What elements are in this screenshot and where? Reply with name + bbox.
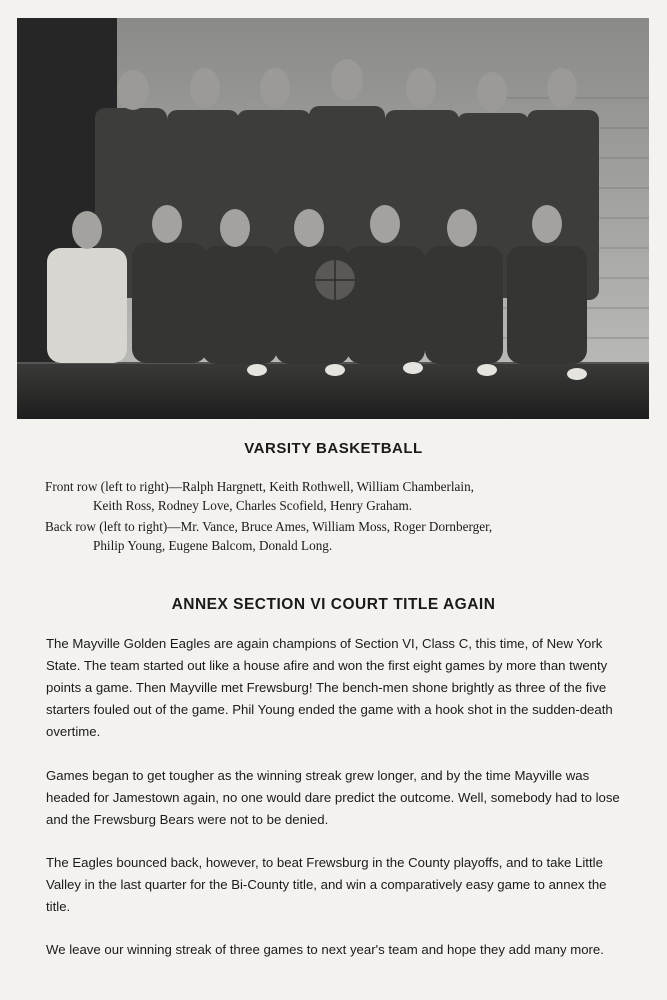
caption-front-line-2: Keith Ross, Rodney Love, Charles Scofield, Henry Graham. [93, 498, 412, 513]
article-paragraph-1: The Mayville Golden Eagles are again champions of Section VI, Class C, this time, of New York State. The team started out like a house afire and won the first eight games by more than twenty points a game. Then Mayville met Frewsburg! The bench-men shone brightly as three of the five starters fouled out of the game. Phil Young ended the game with a hook shot in the sudden-death overtime. [46, 636, 613, 739]
article-paragraph-2: Games began to get tougher as the winning streak grew longer, and by the time Mayville was headed for Jamestown again, no one would dare predict the outcome. Well, somebody had to lose and the Frewsburg Bears were not to be denied. [46, 768, 620, 827]
caption-back-line-1: Back row (left to right)—Mr. Vance, Bruce Ames, William Moss, Roger Dornberger, [45, 519, 493, 534]
team-heading: VARSITY BASKETBALL [244, 440, 423, 457]
caption-front-row [45, 477, 623, 515]
caption-back-row [45, 517, 623, 555]
caption-back-line-2: Philip Young, Eugene Balcom, Donald Long. [93, 538, 333, 553]
team-photo [17, 18, 649, 419]
article-paragraph-4: We leave our winning streak of three games to next year's team and hope they add many more. [46, 942, 604, 957]
caption-front-line-1: Front row (left to right)—Ralph Hargnett, Keith Rothwell, William Chamberlain, [45, 479, 474, 494]
article-paragraph-3: The Eagles bounced back, however, to beat Frewsburg in the County playoffs, and to take Little Valley in the last quarter for the Bi-County title, and win a comparatively easy game to annex the title. [46, 855, 607, 914]
article-heading: ANNEX SECTION VI COURT TITLE AGAIN [171, 596, 496, 613]
